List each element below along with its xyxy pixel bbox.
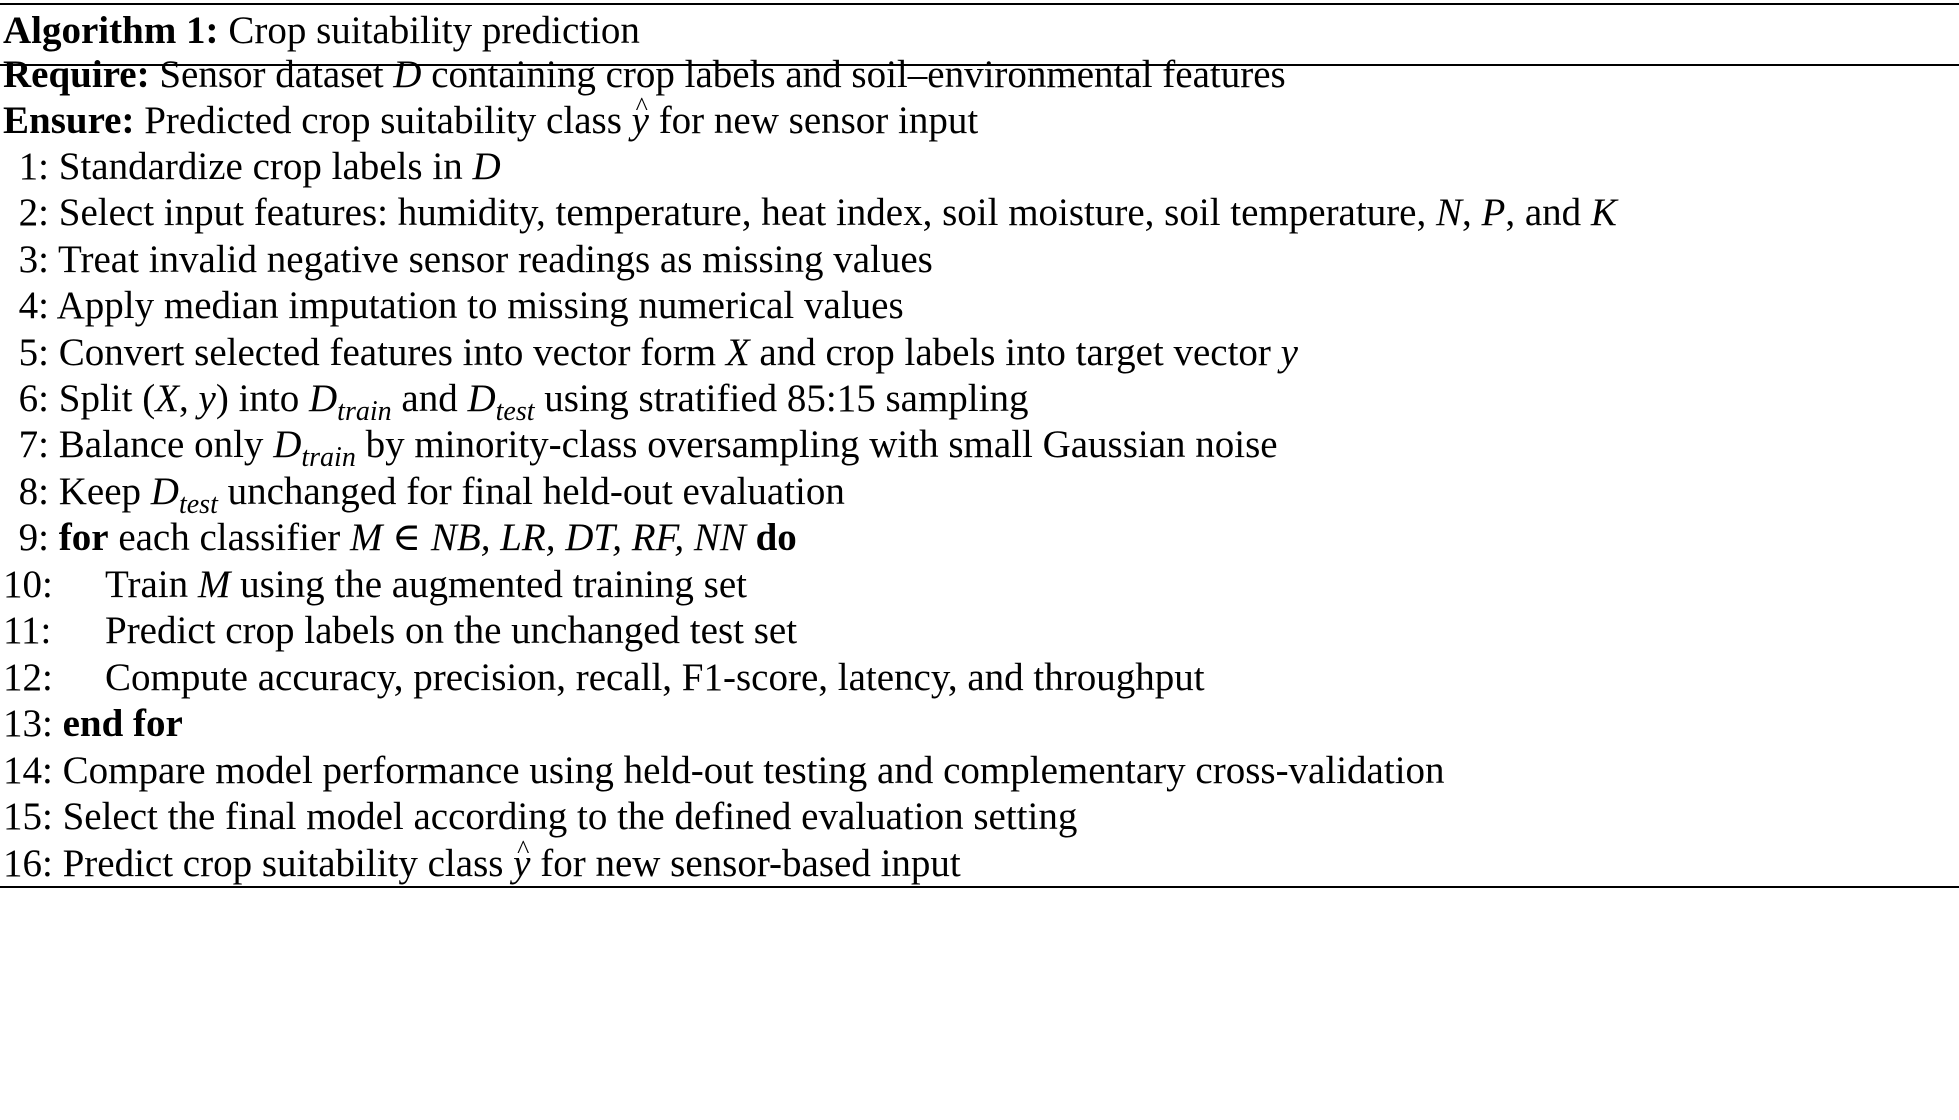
require-text: Sensor dataset — [159, 53, 394, 96]
step-var: M — [197, 563, 231, 606]
require-text-end: containing crop labels and soil–environmental features — [421, 53, 1286, 96]
step-number: 13: — [3, 702, 53, 745]
step-text: and — [391, 377, 468, 420]
step-text: by minority-class oversampling with small Gaussian noise — [355, 423, 1278, 466]
step-number: 3: — [18, 238, 49, 281]
step-10 — [3, 562, 747, 608]
bottom-rule — [0, 886, 1959, 888]
step-4 — [3, 283, 904, 329]
step-number: 9: — [18, 516, 49, 559]
step-var: y ^ — [513, 841, 530, 887]
step-var: X — [155, 377, 180, 420]
step-15 — [3, 794, 1077, 840]
step-var: D — [309, 377, 338, 420]
step-var: D — [273, 423, 302, 466]
step-9 — [3, 515, 797, 561]
step-number: 4: — [18, 284, 49, 327]
step-var: X — [725, 331, 750, 374]
step-var: K — [1590, 191, 1617, 234]
step-var: M — [350, 516, 383, 559]
require-label: Require: — [3, 53, 150, 96]
ensure-text: Predicted crop suitability class — [144, 99, 632, 142]
step-text: , — [1462, 191, 1482, 234]
algorithm-title: Crop suitability prediction — [228, 9, 640, 52]
step-var: y — [1280, 331, 1298, 374]
classifier-set: NB, LR, DT, RF, NN — [430, 516, 746, 559]
step-var: D — [472, 145, 501, 188]
step-number: 5: — [18, 331, 49, 374]
step-2 — [3, 190, 1617, 236]
keyword-do: do — [755, 516, 797, 559]
step-text: Keep — [58, 470, 151, 513]
step-text: Train — [105, 563, 198, 606]
ensure-text-end: for new sensor input — [648, 99, 979, 142]
step-1 — [3, 144, 501, 190]
step-text: and crop labels into target vector — [749, 331, 1281, 374]
step-text: Convert selected features into vector form — [58, 331, 726, 374]
keyword-end-for: end for — [62, 702, 183, 745]
top-rule — [0, 3, 1959, 5]
step-text: unchanged for final held-out evaluation — [217, 470, 845, 513]
step-text: for new sensor-based input — [530, 842, 961, 885]
step-number: 15: — [3, 795, 53, 838]
step-var: y — [198, 377, 216, 420]
step-number: 12: — [3, 656, 53, 699]
step-14 — [3, 748, 1445, 794]
step-text: Apply median imputation to missing numerical values — [56, 284, 904, 327]
step-subscript: test — [495, 396, 535, 427]
step-number: 8: — [18, 470, 49, 513]
step-12 — [3, 655, 1205, 701]
step-text: Predict crop labels on the unchanged test set — [105, 609, 798, 652]
ensure-line — [3, 98, 978, 144]
step-16 — [3, 841, 961, 887]
step-6 — [3, 376, 1028, 426]
step-number: 11: — [3, 609, 52, 652]
step-number: 1: — [18, 145, 49, 188]
require-var: D — [393, 53, 422, 96]
ensure-var: y ^ — [632, 98, 649, 144]
step-text: Treat invalid negative sensor readings as missing values — [58, 238, 933, 281]
step-11 — [3, 608, 797, 654]
step-number: 2: — [18, 191, 49, 234]
step-3 — [3, 237, 933, 283]
step-number: 10: — [3, 563, 53, 606]
step-text: , and — [1505, 191, 1591, 234]
step-number: 7: — [18, 423, 49, 466]
step-8 — [3, 469, 845, 519]
step-subscript: test — [178, 489, 218, 520]
element-of-symbol: ∈ — [382, 516, 431, 559]
step-text: Select the final model according to the defined evaluation setting — [62, 795, 1078, 838]
step-13 — [3, 701, 183, 747]
step-text: , — [179, 377, 199, 420]
step-text: Compute accuracy, precision, recall, F1-score, latency, and throughput — [105, 656, 1205, 699]
step-var: N — [1436, 191, 1463, 234]
algorithm-caption — [3, 8, 640, 54]
step-text: Select input features: humidity, temperature, heat index, soil moisture, soil temperature, — [58, 191, 1436, 234]
step-text: Split ( — [58, 377, 156, 420]
step-var: D — [150, 470, 179, 513]
step-text: ) into — [215, 377, 309, 420]
step-number: 6: — [18, 377, 49, 420]
step-5 — [3, 330, 1298, 376]
ensure-label: Ensure: — [3, 99, 135, 142]
step-var: P — [1481, 191, 1506, 234]
step-number: 14: — [3, 749, 53, 792]
keyword-for: for — [58, 516, 109, 559]
algorithm-label: Algorithm 1: — [3, 9, 219, 52]
step-text: using the augmented training set — [230, 563, 747, 606]
step-subscript: train — [337, 396, 392, 427]
step-text: using stratified 85:15 sampling — [534, 377, 1029, 420]
step-text: Compare model performance using held-out testing and complementary cross-validation — [62, 749, 1445, 792]
step-7 — [3, 422, 1278, 472]
step-number: 16: — [3, 842, 53, 885]
step-text: Standardize crop labels in — [58, 145, 473, 188]
step-subscript: train — [301, 442, 356, 473]
step-text: Balance only — [58, 423, 274, 466]
step-var: D — [467, 377, 496, 420]
step-text: each classifier — [108, 516, 351, 559]
step-text: Predict crop suitability class — [62, 842, 514, 885]
